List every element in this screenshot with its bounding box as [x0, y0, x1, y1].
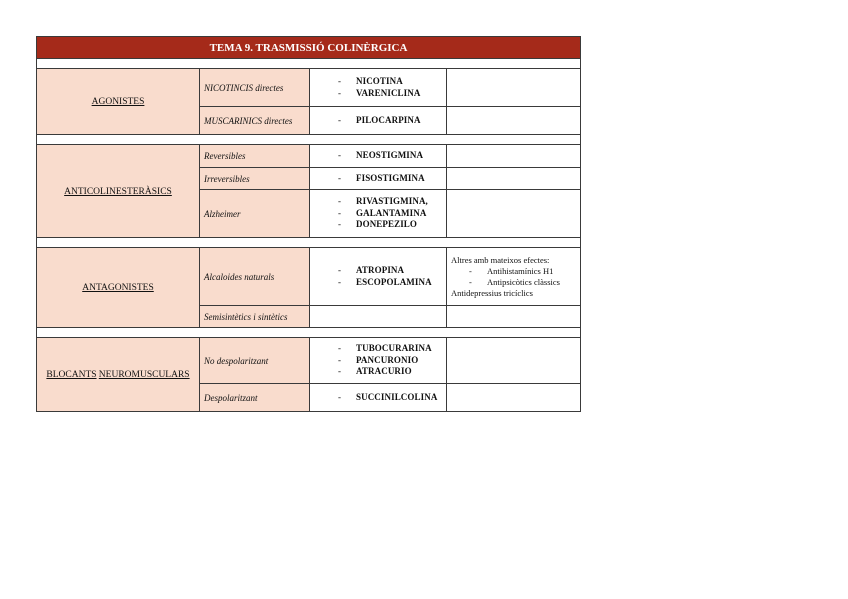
group-label: ANTAGONISTES [82, 283, 154, 293]
drug-list-cell [310, 107, 447, 135]
dash: - [338, 265, 342, 275]
drug-list-cell [310, 190, 447, 238]
dash: - [338, 207, 342, 218]
notes-cell [447, 338, 581, 384]
drug-list-cell [310, 69, 447, 107]
notes-item-text: Antipsicòtics clàssics [487, 276, 560, 287]
group-blocants-neuromusculars [37, 338, 200, 412]
spacer-row [37, 328, 581, 338]
dash: - [338, 354, 342, 365]
subtype-cell: Semisintètics i sintètics [200, 306, 310, 328]
drug-list-cell [310, 338, 447, 384]
notes-cell [447, 107, 581, 135]
drug-item [338, 196, 442, 208]
notes-cell [447, 384, 581, 412]
drug-item [338, 265, 442, 277]
dash: - [338, 196, 342, 207]
subtype-cell: No despolaritzant [200, 338, 310, 384]
notes-cell [447, 248, 581, 306]
table-title: TEMA 9. TRASMISSIÓ COLINÈRGICA [37, 37, 581, 59]
spacer-row [37, 59, 581, 69]
spacer-row [37, 135, 581, 145]
drug-item [338, 173, 442, 185]
spacer-row [37, 238, 581, 248]
notes-item-text: Antihistamínics H1 [487, 265, 554, 276]
dash: - [338, 172, 342, 183]
dash: - [338, 219, 342, 230]
drug-list-cell [310, 248, 447, 306]
drug-item [338, 150, 442, 162]
drug-name: RIVASTIGMINA, [356, 196, 428, 207]
drug-name: DONEPEZILO [356, 219, 418, 230]
drug-name: ATRACURIO [356, 366, 412, 377]
drug-list-cell [310, 384, 447, 412]
group-label-part1: BLOCANTS [46, 370, 97, 380]
drug-name: VARENICLINA [356, 87, 421, 98]
notes-outro: Antidepressius tricíclics [451, 287, 533, 298]
drug-name: SUCCINILCOLINA [356, 391, 438, 402]
subtype-cell: Alcaloides naturals [200, 248, 310, 306]
group-anticolinesterasics [37, 145, 200, 238]
notes-cell [447, 168, 581, 190]
drug-name: TUBOCURARINA [356, 343, 432, 354]
drug-name: ESCOPOLAMINA [356, 276, 432, 287]
group-label-part2: NEUROMUSCULARS [98, 370, 190, 380]
dash: - [338, 150, 342, 161]
drug-item [338, 76, 442, 88]
drug-item [338, 115, 442, 127]
dash: - [338, 343, 342, 354]
subtype-cell: Reversibles [200, 145, 310, 168]
drug-item [338, 208, 442, 220]
notes-item [451, 266, 576, 277]
drug-list-cell [310, 145, 447, 168]
drug-name: ATROPINA [356, 265, 405, 275]
notes-cell [447, 306, 581, 328]
drug-list-cell [310, 306, 447, 328]
dash: - [338, 276, 342, 287]
drug-item [338, 277, 442, 289]
notes-intro: Altres amb mateixos efectes: [451, 254, 550, 265]
drug-name: NICOTINA [356, 76, 403, 86]
drug-name: PANCURONIO [356, 354, 419, 365]
subtype-cell: Despolaritzant [200, 384, 310, 412]
drug-item [338, 219, 442, 231]
dash: - [469, 265, 472, 276]
group-label: AGONISTES [91, 97, 145, 107]
drug-name: FISOSTIGMINA [356, 172, 425, 183]
dash: - [338, 114, 342, 125]
notes-cell [447, 145, 581, 168]
subtype-cell: Irreversibles [200, 168, 310, 190]
drug-item [338, 343, 442, 355]
dash: - [469, 276, 472, 287]
drug-item [338, 366, 442, 378]
group-antagonistes [37, 248, 200, 328]
notes-cell [447, 190, 581, 238]
drug-item [338, 355, 442, 367]
drug-name: NEOSTIGMINA [356, 150, 424, 161]
dash: - [338, 76, 342, 86]
subtype-cell: MUSCARINICS directes [200, 107, 310, 135]
drug-name: GALANTAMINA [356, 207, 427, 218]
drug-item [338, 392, 442, 404]
subtype-cell: NICOTINCIS directes [200, 69, 310, 107]
dash: - [338, 391, 342, 402]
pharmacology-table [36, 36, 581, 412]
notes-item [451, 277, 576, 288]
subtype-cell: Alzheimer [200, 190, 310, 238]
dash: - [338, 87, 342, 98]
group-agonistes [37, 69, 200, 135]
dash: - [338, 366, 342, 377]
group-label: ANTICOLINESTERÀSICS [64, 186, 172, 197]
drug-list-cell [310, 168, 447, 190]
notes-cell [447, 69, 581, 107]
drug-name: PILOCARPINA [356, 114, 421, 125]
drug-item [338, 88, 442, 100]
